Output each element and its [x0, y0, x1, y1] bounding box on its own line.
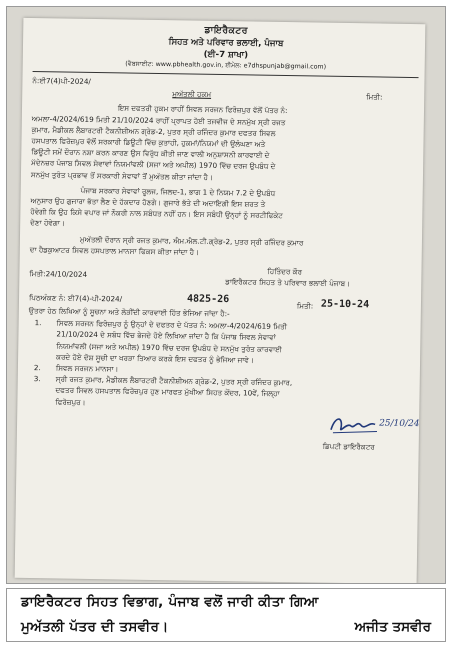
memo-title: ਮੁਅੱਤਲੀ ਹੁਕਮ — [172, 89, 212, 100]
deputy-director-designation: ਡਿਪਟੀ ਡਾਇਰੈਕਟਰ — [322, 441, 375, 452]
dispatch-stamp-date: 25-10-24 — [320, 298, 370, 311]
letter-body — [27, 22, 420, 457]
dispatch-stamp-number: 4825-26 — [186, 293, 230, 306]
letterhead-branch: (ਈ-7 ਸ਼ਾਖਾ) — [203, 49, 249, 61]
signature-date: 25/10/24 — [379, 418, 420, 430]
photo-credit: ਅਜੀਤ ਤਸਵੀਰ — [354, 619, 431, 635]
memo-signer-name: ਹਿਤਿੰਦਰ ਕੌਰ — [267, 266, 303, 277]
memo-paragraph-2: ਪੰਜਾਬ ਸਰਕਾਰ ਸੇਵਾਵਾਂ ਰੂਲਜ, ਜਿਲਦ-1, ਭਾਗ 1 ਦੇ ਨਿਯਮ 7.2 ਦੇ ਉਪਬੰਧ ਅਨੁਸਾਰ ਉਹ ਗੁਜਾਰਾ ਭੱਤਾ ਲੈਣ ਦੇ ਹੱਕਦਾਰ ਹੋਣਗੇ। ਗੁਜਾਰੇ ਭੱਤੇ ਦੀ ਅਦਾਇਗੀ ਇਸ ਸ਼ਰਤ ਤੇ ਹੋਵੇਗੀ ਕਿ ਉਹ ਕਿਸੇ ਵਪਾਰ ਜਾਂ ਨੌਕਰੀ ਨਾਲ ਸਬੰਧਤ ਨਹੀਂ ਹਨ। ਇਸ ਸਬੰਧੀ ਉਨ੍ਹਾਂ ਨੂੰ ਸਰਟੀਫਿਕੇਟ ਦੇਣਾ ਹੋਵੇਗਾ। — [30, 185, 283, 228]
memo-number: ਨੰ:ਈ7(4)ਪੀ-2024/ — [32, 76, 91, 87]
memo-signer-designation: ਡਾਇਰੈਕਟਰ ਸਿਹਤ ਤੇ ਪਰਿਵਾਰ ਭਲਾਈ ਪੰਜਾਬ। — [225, 277, 351, 289]
memo-date-label: ਮਿਤੀ: — [366, 92, 383, 102]
caption-line-1: ਡਾਇਰੈਕਟਰ ਸਿਹਤ ਵਿਭਾਗ, ਪੰਜਾਬ ਵਲੋਂ ਜਾਰੀ ਕੀਤਾ ਗਿਆ — [21, 594, 319, 610]
list-item: 1. ਸਿਵਲ ਸਰਜਨ ਫਿਰੋਜ਼ਪੁਰ ਨੂੰ ਉਨ੍ਹਾਂ ਦੇ ਦਫਤਰ ਦੇ ਪੱਤਰ ਨੰ: ਅਮਲਾ-4/2024/619 ਮਿਤੀ 21/10/2024 ਦੇ ਸਬੰਧ ਵਿੱਚ ਭੇਜਦੇ ਹੋਏ ਲਿਖਿਆ ਜਾਂਦਾ ਹੈ ਕਿ ਪੰਜਾਬ ਸਿਵਲ ਸੇਵਾਵਾਂ ਨਿਯਮਾਂਵਲੀ (ਸਜਾ ਅਤੇ ਅਪੀਲ) 1970 ਵਿੱਚ ਦਰਜ ਉਪਬੰਧ ਦੇ ਸਨਮੁੱਖ ਤੁਰੰਤ ਕਾਰਵਾਈ ਕਰਦੇ ਹੋਏ ਦੋਸ਼ ਸੂਚੀ ਦਾ ਖਰੜਾ ਤਿਆਰ ਕਰਕੇ ਇਸ ਦਫਤਰ ਨੂੰ ਭੇਜਿਆ ਜਾਵੇ। — [34, 318, 288, 365]
letterhead-contact: (ਵੈਬਸਾਈਟ: www.pbhealth.gov.in, ਈਮੇਲ: e7dhspunjab@gmail.com) — [125, 60, 327, 71]
letterhead-department: ਸਿਹਤ ਅਤੇ ਪਰਿਵਾਰ ਭਲਾਈ, ਪੰਜਾਬ — [168, 37, 284, 49]
list-item: 3. ਸ੍ਰੀ ਰਜਤ ਕੁਮਾਰ, ਮੈਡੀਕਲ ਲੈਬਾਰਟਰੀ ਟੈਕਨੀਸ਼ੀਅਨ ਗ੍ਰੇਡ-2, ਪੁਤਰ ਸ੍ਰੀ ਰਜਿੰਦਰ ਕੁਮਾਰ, ਦਫਤਰ ਸਿਵਲ ਹਸਪਤਾਲ ਫਿਰੋਜ਼ਪੁਰ ਹੁਣ ਮਾਰਫਤ ਮੁੱਖੀਆ ਸਿਹਤ ਕੇਂਦਰ, 10ਵੇਂ, ਜਿਲ੍ਹਾ ਫਿਰੋਜ਼ਪੁਰ। — [33, 374, 293, 407]
memo-date: ਮਿਤੀ:24/10/2024 — [29, 269, 88, 279]
memo-paragraph-3: ਮੁਅੱਤਲੀ ਦੌਰਾਨ ਸ੍ਰੀ ਰਜਤ ਕੁਮਾਰ, ਐਮ.ਐਲ.ਟੀ.ਗ੍ਰੇਡ-2, ਪੁਤਰ ਸ੍ਰੀ ਰਜਿੰਦਰ ਕੁਮਾਰ ਦਾ ਹੈਡਕੁਆਟਰ ਸਿਵਲ ਹਸਪਤਾਲ ਮਾਨਸਾ ਫਿਕਸ ਕੀਤਾ ਜਾਂਦਾ ਹੈ। — [29, 234, 304, 257]
letterhead-office: ਡਾਇਰੈਕਟਰ — [204, 24, 249, 37]
photo-caption — [6, 588, 446, 642]
handwritten-signature — [327, 412, 383, 439]
endorsement-list — [27, 317, 414, 413]
endorsement-intro: ਉਤਰਾ ਹੇਠ ਲਿਖਿਆ ਨੂੰ ਸੂਚਨਾ ਅਤੇ ਲੋੜੀਂਦੀ ਕਾਰਵਾਈ ਹਿੱਤ ਭੇਜਿਆ ਜਾਂਦਾ ਹੈ:- — [28, 306, 230, 319]
dispatch-stamp-date-label: ਮਿਤੀ: — [296, 301, 314, 311]
memo-paragraph-1: ਇਸ ਦਫਤਰੀ ਹੁਕਮ ਰਾਹੀਂ ਸਿਵਲ ਸਰਜਨ ਫਿਰੋਜ਼ਪੁਰ ਵੱਲੋਂ ਪੱਤਰ ਨੰ: ਅਮਲਾ-4/2024/619 ਮਿਤੀ 21/10/2024 ਰਾਹੀਂ ਪ੍ਰਾਪਤ ਹੋਈ ਤਜਵੀਜ ਦੇ ਸਨਮੁੱਖ ਸ੍ਰੀ ਰਜਤ ਕੁਮਾਰ, ਮੈਡੀਕਲ ਲੈਬਾਰਟਰੀ ਟੈਕਨੀਸ਼ੀਅਨ ਗ੍ਰੇਡ-2, ਪੁਤਰ ਸ੍ਰੀ ਰਜਿੰਦਰ ਕੁਮਾਰ ਦਫਤਰ ਸਿਵਲ ਹਸਪਤਾਲ ਫਿਰੋਜ਼ਪੁਰ ਵੱਲੋਂ ਸਰਕਾਰੀ ਡਿਊਟੀ ਵਿੱਚ ਕੁਤਾਹੀ, ਹੁਕਮਾਂ/ਨਿਯਮਾਂ ਦੀ ਉਲੰਘਣਾ ਅਤੇ ਡਿਊਟੀ ਸਮੇਂ ਦੌਰਾਨ ਨਸ਼ਾ ਕਰਨ ਕਾਰਣ ਉਸ ਵਿਰੁੱਧ ਕੀਤੀ ਜਾਣ ਵਾਲੀ ਅਨੁਸ਼ਾਸਨੀ ਕਾਰਵਾਈ ਦੇ ਮੱਦੇਨਜ਼ਰ ਪੰਜਾਬ ਸਿਵਲ ਸੇਵਾਵਾਂ ਨਿਯਮਾਂਵਲੀ (ਸਜਾ ਅਤੇ ਅਪੀਲ) 1970 ਵਿੱਚ ਦਰਜ ਉਪਬੰਧ ਦੇ ਸਨਮੁੱਖ ਤੁਰੰਤ ਪ੍ਰਭਾਵ ਤੋਂ ਸਰਕਾਰੀ ਸੇਵਾਵਾਂ ਤੋਂ ਮੁਅੱਤਲ ਕੀਤਾ ਜਾਂਦਾ ਹੈ। — [30, 103, 288, 182]
caption-line-2: ਮੁਅੱਤਲੀ ਪੱਤਰ ਦੀ ਤਸਵੀਰ। — [21, 619, 169, 635]
photo-frame — [6, 6, 446, 584]
suspension-letter — [15, 18, 426, 584]
endorsement-number: ਪਿਠਅੰਕਣ ਨੰ: ਈ7(4)-ਪੀ-2024/ — [28, 293, 123, 304]
list-item: 2. ਸਿਵਲ ਸਰਜਨ ਮਾਨਸਾ। — [33, 363, 119, 374]
